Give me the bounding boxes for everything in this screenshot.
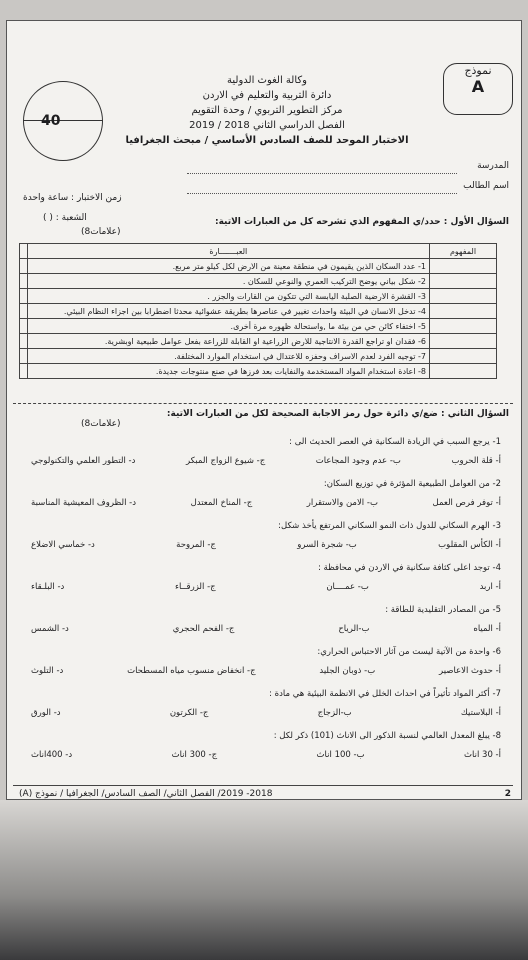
time-label: زمن الاختبار : ساعة واحدة <box>23 193 122 203</box>
mcq-question: 5- من المصادر التقليدية للطاقة : <box>385 605 501 615</box>
concept-cell[interactable] <box>430 274 497 289</box>
score-circle <box>23 81 103 161</box>
mcq-option[interactable]: ب- ذوبان الجليد <box>319 666 376 676</box>
mcq-option[interactable]: ب- الامن والاستقرار <box>306 498 378 508</box>
mcq-option[interactable]: ب- عمــــان <box>326 582 369 592</box>
table-row <box>20 274 497 289</box>
section-divider <box>13 403 513 404</box>
col-statement: العبـــــــارة <box>27 244 429 259</box>
mcq-option[interactable]: أ- البلاستيك <box>460 708 501 718</box>
school-line <box>187 173 457 174</box>
statement-cell: 2- شكل بياني يوضح التركيب العمري والنوعي للسكان . <box>27 274 429 289</box>
concept-cell[interactable] <box>430 349 497 364</box>
model-label: نموذج <box>464 64 492 77</box>
mcq-option[interactable]: ج- انخفاض منسوب مياه المسطحات <box>127 666 256 676</box>
exam-title: الاختبار الموحد للصف السادس الأساسي / مبحث الجغرافيا <box>125 135 409 146</box>
concept-cell[interactable] <box>430 319 497 334</box>
mcq-option[interactable]: د- الورق <box>31 708 61 718</box>
model-box <box>443 63 513 115</box>
concept-cell[interactable] <box>430 304 497 319</box>
mcq-option[interactable]: ج- الزرقــاء <box>174 582 216 592</box>
mcq-option[interactable]: د- البلـقاء <box>31 582 65 592</box>
semester: الفصل الدراسي الثاني 2018 / 2019 <box>189 120 345 131</box>
mcq-option[interactable]: د- الشمس <box>31 624 69 634</box>
mcq-option[interactable]: ج- الفحم الحجري <box>172 624 235 634</box>
mcq-option[interactable]: أ- اربد <box>479 582 501 592</box>
mcq-item <box>31 437 501 479</box>
answer-cell[interactable] <box>20 364 28 379</box>
mcq-item <box>31 479 501 521</box>
col-answer-header <box>20 244 28 259</box>
mcq-option[interactable]: د- التطور العلمي والتكنولوجي <box>31 456 136 466</box>
mcq-option[interactable]: ب- عدم وجود المجاعات <box>315 456 401 466</box>
exam-sheet <box>6 20 522 800</box>
answer-cell[interactable] <box>20 349 28 364</box>
mcq-option[interactable]: د- الظروف المعيشية المناسبة <box>31 498 137 508</box>
table-row <box>20 349 497 364</box>
statement-cell: 1- عدد السكان الذين يقيمون في منطقة معينة من الارض لكل كيلو متر مربع. <box>27 259 429 274</box>
mcq-option[interactable]: ج- شيوع الزواج المبكر <box>185 456 266 466</box>
q1-title: السؤال الأول : حدد/ي المفهوم الذي تشرحه كل من العبارات الاتية: <box>214 217 509 227</box>
answer-cell[interactable] <box>20 289 28 304</box>
concepts-table <box>19 243 497 379</box>
statement-cell: 7- توجيه الفرد لعدم الاسراف وحفزه للاعتدال في استخدام الموارد المختلفة. <box>27 349 429 364</box>
score-total: 40 <box>41 113 61 129</box>
model-value: A <box>471 77 485 96</box>
mcq-option[interactable]: د- التلوث <box>31 666 64 676</box>
q2-title: السؤال الثاني : ضع/ي دائرة حول رمز الاجابة الصحيحة لكل من العبارات الاتية: <box>166 409 509 419</box>
mcq-option[interactable]: د- 400اناث <box>31 750 73 760</box>
answer-cell[interactable] <box>20 259 28 274</box>
mcq-item <box>31 689 501 731</box>
concept-cell[interactable] <box>430 259 497 274</box>
mcq-question: 4- توجد اعلى كثافة سكانية في الاردن في محافظة : <box>317 563 501 573</box>
concept-cell[interactable] <box>430 364 497 379</box>
mcq-option[interactable]: أ- 30 اناث <box>464 750 501 760</box>
header-block <box>117 73 417 148</box>
background-surface <box>0 800 528 960</box>
mcq-question: 2- من العوامل الطبيعية المؤثرة في توزيع السكان: <box>323 479 501 489</box>
mcq-option[interactable]: ب-الزجاج <box>317 708 352 718</box>
mcq-item <box>31 647 501 689</box>
mcq-question: 7- أكثر المواد تأثيراً في احداث الخلل في الانظمة البيئية هي مادة : <box>269 689 501 699</box>
mcq-option[interactable]: د- خماسي الاضلاع <box>31 540 95 550</box>
mcq-question: 3- الهرم السكاني للدول ذات النمو السكاني المرتفع يأخذ شكل: <box>278 521 501 531</box>
concept-cell[interactable] <box>430 334 497 349</box>
mcq-item <box>31 605 501 647</box>
mcq-option[interactable]: ب- شجرة السرو <box>297 540 357 550</box>
mcq-option[interactable]: ج- الكرتون <box>169 708 209 718</box>
q2-marks: (8علامات) <box>81 419 121 429</box>
table-row <box>20 319 497 334</box>
mcq-option[interactable]: ج- المناخ المعتدل <box>190 498 253 508</box>
table-row <box>20 259 497 274</box>
score-divider <box>23 120 103 121</box>
mcq-item <box>31 731 501 773</box>
section-label: الشعبة : ( ) <box>43 213 87 223</box>
table-row <box>20 364 497 379</box>
statement-cell: 3- القشرة الارضية الصلبة اليابسة التي تتكون من القارات والجزر . <box>27 289 429 304</box>
answer-cell[interactable] <box>20 319 28 334</box>
mcq-option[interactable]: ج- المروحة <box>176 540 216 550</box>
statement-cell: 6- فقدان او تراجع القدرة الانتاجية للارض الزراعية او القابلة للزراعة بفعل عوامل طبيعية اوبشرية. <box>27 334 429 349</box>
department-name: دائرة التربية والتعليم في الاردن <box>202 90 332 101</box>
mcq-option[interactable]: أ- حدوث الاعاصير <box>439 666 501 676</box>
table-row <box>20 304 497 319</box>
mcq-item <box>31 563 501 605</box>
statement-cell: 4- تدخل الانسان في البيئة واحداث تغيير في عناصرها بطريقة عشوائية محدثا اضطرابا بين اجزاء النظام البيئي. <box>27 304 429 319</box>
page-number: 2 <box>504 789 511 799</box>
answer-cell[interactable] <box>20 334 28 349</box>
statement-cell: 5- اختفاء كائن حي من بيئة ما ,واستحالة ظهوره مرة أخرى. <box>27 319 429 334</box>
mcq-list <box>31 437 501 773</box>
mcq-question: 1- يرجع السبب في الزيادة السكانية في العصر الحديث الى : <box>289 437 501 447</box>
mcq-option[interactable]: ج- 300 اناث <box>171 750 218 760</box>
mcq-option[interactable]: أ- توفر فرص العمل <box>432 498 501 508</box>
footer-text: 2018- 2019/ الفصل الثاني/ الصف السادس/ الجغرافيا / نموذج (A) <box>19 789 273 799</box>
q1-marks: (8علامات) <box>81 227 121 237</box>
name-line <box>187 193 457 194</box>
agency-name: وكالة الغوث الدولية <box>227 75 307 86</box>
concept-cell[interactable] <box>430 289 497 304</box>
answer-cell[interactable] <box>20 304 28 319</box>
statement-cell: 8- اعادة استخدام المواد المستخدمة والنفايات بعد فرزها في صنع منتوجات جديدة. <box>27 364 429 379</box>
mcq-question: 6- واحدة من الآتية ليست من آثار الاحتباس الحراري: <box>317 647 501 657</box>
answer-cell[interactable] <box>20 274 28 289</box>
mcq-option[interactable]: أ- المياه <box>473 624 501 634</box>
mcq-question: 8- يبلغ المعدل العالمي لنسبة الذكور الى الاناث (101) ذكر لكل : <box>273 731 501 741</box>
mcq-option[interactable]: ب- 100 اناث <box>316 750 365 760</box>
mcq-item <box>31 521 501 563</box>
name-label: اسم الطالب <box>463 181 509 191</box>
mcq-option[interactable]: ب-الرياح <box>338 624 370 634</box>
col-concept: المفهوم <box>430 244 497 259</box>
mcq-option[interactable]: أ- قلة الحروب <box>451 456 501 466</box>
table-row <box>20 334 497 349</box>
table-header-row <box>20 244 497 259</box>
center-name: مركز التطوير التربوي / وحدة التقويم <box>191 105 343 116</box>
footer-divider <box>13 785 513 786</box>
table-row <box>20 289 497 304</box>
mcq-option[interactable]: أ- الكأس المقلوب <box>438 540 501 550</box>
school-label: المدرسة <box>477 161 509 171</box>
